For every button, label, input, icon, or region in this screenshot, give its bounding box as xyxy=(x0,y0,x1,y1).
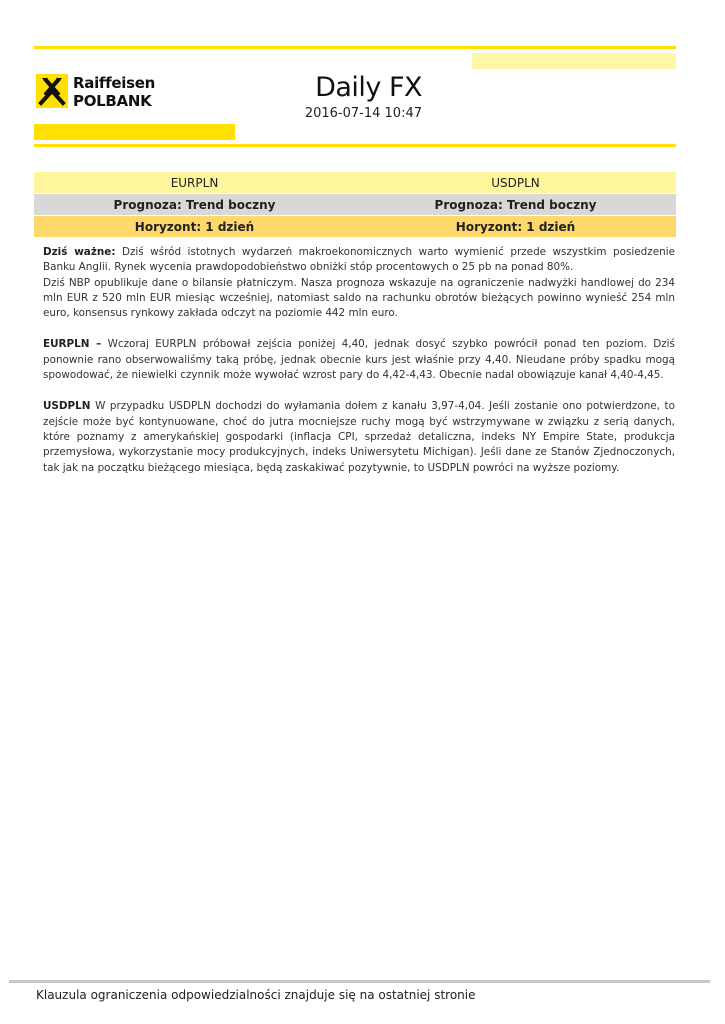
page-title-text: Daily FX xyxy=(315,72,422,103)
forecast-table xyxy=(34,172,676,238)
today-paragraph xyxy=(43,245,675,276)
horizon-eurpln: Horyzont: 1 dzień xyxy=(34,216,355,238)
horizon-row xyxy=(34,216,676,238)
brand-name-polbank: POLBANK xyxy=(73,92,152,110)
footer-rule xyxy=(9,980,710,983)
header-top-rule xyxy=(34,46,676,49)
currency-pair-row xyxy=(34,172,676,194)
forecast-row xyxy=(34,194,676,216)
usdpln-label: USDPLN xyxy=(43,400,91,413)
pair-eurpln: EURPLN xyxy=(34,172,355,194)
horizon-usdpln: Horyzont: 1 dzień xyxy=(355,216,676,238)
report-date: 2016-07-14 10:47 xyxy=(304,106,422,121)
header-accent-strip-right xyxy=(472,53,676,69)
commentary xyxy=(43,245,675,492)
page-title xyxy=(300,72,422,103)
eurpln-text: Wczoraj EURPLN próbował zejścia poniżej 4,40, jednak dosyć szybko powrócił ponad ten poziom. Dziś ponownie rano obserwowaliśmy taką próbę, jednak obecnie kurs jest właśnie przy 4,40. Nieudane próby spadku mogą spowodować, że niewielki czynnik może wywołać wzrost pary do 4,42-4,43. Obecnie nadal obowiązuje kanał 4,40-4,45. xyxy=(43,338,675,382)
eurpln-paragraph xyxy=(43,337,675,383)
brand-name-raiffeisen: Raiffeisen xyxy=(73,74,155,92)
header-accent-strip-left xyxy=(34,124,235,140)
header-bottom-rule xyxy=(34,144,676,147)
raiffeisen-polbank-logo xyxy=(36,72,166,112)
forecast-eurpln: Prognoza: Trend boczny xyxy=(34,194,355,216)
disclaimer-note: Klauzula ograniczenia odpowiedzialności znajduje się na ostatniej stronie xyxy=(36,988,476,1002)
today-text: Dziś wśród istotnych wydarzeń makroekonomicznych warto wymienić przede wszystkim posiedzenie Banku Anglii. Rynek wycenia prawdopodobieństwo obniżki stóp procentowych o 25 pb na ponad 80%. xyxy=(43,246,675,274)
pair-usdpln: USDPLN xyxy=(355,172,676,194)
today-label: Dziś ważne: xyxy=(43,246,116,258)
usdpln-text: W przypadku USDPLN dochodzi do wyłamania dołem z kanału 3,97-4,04. Jeśli zostanie ono potwierdzone, to zejście może być kontynuowane, choć do jutra mocniejsze ruchy mogą być wstrzymywane w związku z serią danych, które poznamy z amerykańskiej gospodarki (inflacja CPI, sprzedaż detaliczna, indeks NY Empire State, produkcja przemysłowa, wykorzystanie mocy produkcyjnych, indeks Uniwersytetu Michigan). Jeśli dane ze Stanów Zjednoczonych, tak jak na początku bieżącego miesiąca, będą zaskakiwać pozytywnie, to USDPLN powróci na wyższe poziomy. xyxy=(43,400,675,474)
nbp-paragraph: Dziś NBP opublikuje dane o bilansie płatniczym. Nasza prognoza wskazuje na ograniczenie nadwyżki handlowej do 234 mln EUR z 520 mln EUR miesiąc wcześniej, natomiast saldo na rachunku obrotów bieżących powinno wynieść 254 mln euro, konsensus rynkowy zakłada odczyt na poziomie 442 mln euro. xyxy=(43,276,675,320)
eurpln-label: EURPLN – xyxy=(43,338,102,351)
forecast-usdpln: Prognoza: Trend boczny xyxy=(355,194,676,216)
usdpln-paragraph xyxy=(43,399,675,475)
raiffeisen-gable-cross-icon xyxy=(36,74,68,108)
